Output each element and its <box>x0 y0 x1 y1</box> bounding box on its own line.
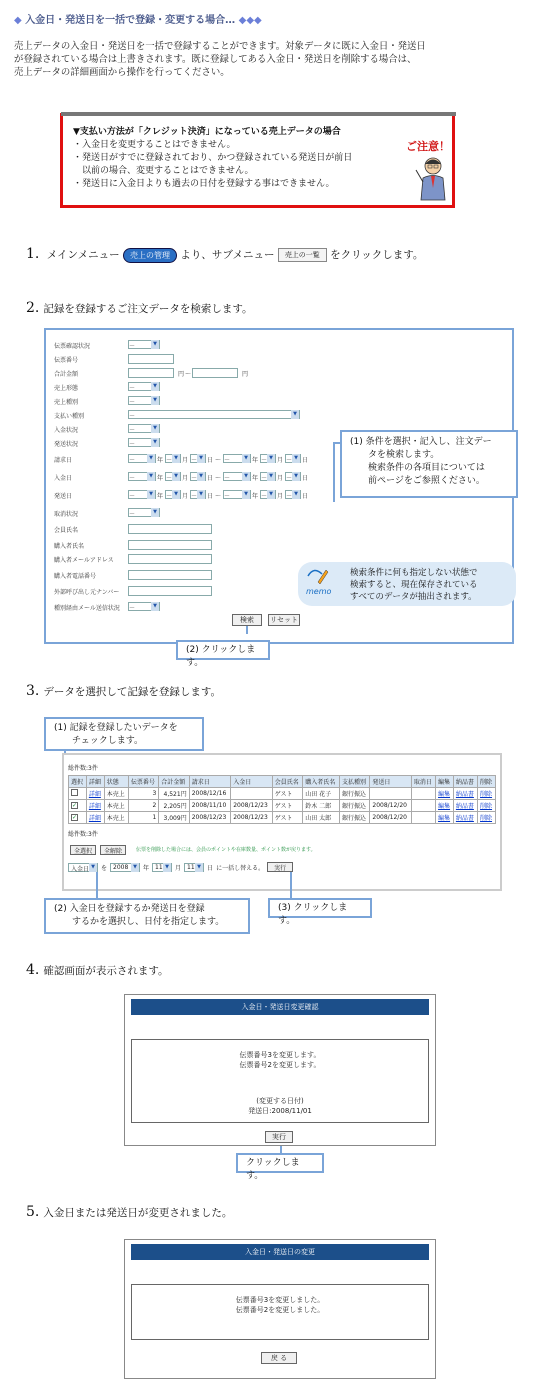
date-type-select[interactable]: 入金日 ▼ <box>68 863 98 872</box>
message-line: 伝票番号3を変更しました。 <box>235 1296 325 1304</box>
date-unit-label: 年 <box>157 475 164 482</box>
cell-detail[interactable]: 詳細 <box>86 800 104 812</box>
change-label: (変更する日付) <box>256 1097 304 1105</box>
callout-line: (1) 条件を選択・記入し、注文デー <box>350 437 492 447</box>
cell-pay: 銀行振込 <box>339 812 369 824</box>
click-execute-callout: (3) クリックします。 <box>268 898 372 918</box>
select-all-button[interactable]: 全選択 <box>70 845 96 855</box>
date-select[interactable]: － ▼ <box>285 454 301 463</box>
cell-paid: 2008/12/23 <box>231 812 273 824</box>
row-checkbox[interactable]: ✓ <box>72 802 78 809</box>
field-input[interactable] <box>128 554 212 564</box>
cell-ship <box>370 788 412 800</box>
select-cell <box>69 788 87 800</box>
column-header: 会員氏名 <box>272 776 302 788</box>
date-select[interactable]: － ▼ <box>223 472 251 481</box>
date-unit-label: 年 <box>252 457 259 464</box>
cell-no: 3 <box>128 788 158 800</box>
column-header: 伝票番号 <box>128 776 158 788</box>
row-checkbox[interactable] <box>71 789 78 796</box>
column-header: 発送日 <box>370 776 412 788</box>
date-select[interactable]: － ▼ <box>128 454 156 463</box>
column-header: 入金日 <box>231 776 273 788</box>
field-label: 取消状況 <box>54 511 79 518</box>
date-unit-label: 年 <box>252 493 259 500</box>
step-text: データを選択して記録を登録します。 <box>43 686 222 698</box>
cell-slip[interactable]: 納品書 <box>453 788 477 800</box>
date-unit-label: 年 <box>252 475 259 482</box>
attention-label: ご注意！ <box>406 140 450 153</box>
date-unit-label: 月 <box>182 493 189 500</box>
total-count: 総件数:3件 <box>68 831 98 838</box>
date-unit-label: 年 <box>157 493 164 500</box>
search-form <box>44 328 514 644</box>
step-text: 入金日または発送日が変更されました。 <box>43 1207 233 1219</box>
date-select[interactable]: － ▼ <box>165 454 181 463</box>
diamond-trail-icon: ◆◆◆ <box>238 15 262 26</box>
field-select[interactable]: － ▼ <box>128 382 160 391</box>
month-select[interactable]: 11 ▼ <box>152 863 172 872</box>
field-label: 売上形態 <box>54 385 79 392</box>
field-select[interactable]: － ▼ <box>128 508 160 517</box>
cell-edit[interactable]: 編集 <box>436 800 454 812</box>
field-input[interactable] <box>128 540 212 550</box>
cell-no: 1 <box>128 812 158 824</box>
confirm-dialog <box>124 994 436 1146</box>
connector <box>246 626 248 634</box>
day-label: 日 <box>207 864 214 872</box>
field-label: 支払い種別 <box>54 413 85 420</box>
sales-management-menu-button[interactable]: 売上の管理 <box>123 248 177 263</box>
cell-edit[interactable]: 編集 <box>436 812 454 824</box>
field-label: 売上種別 <box>54 399 79 406</box>
column-header: 状態 <box>104 776 128 788</box>
callout-line: タを検索します。 <box>350 450 440 460</box>
cell-edit[interactable]: 編集 <box>436 788 454 800</box>
message-line: 伝票番号3を変更します。 <box>239 1051 321 1059</box>
step-text: をクリックします。 <box>330 249 424 261</box>
column-header: 取消日 <box>411 776 435 788</box>
label: に一括し替える。 <box>216 864 265 872</box>
cell-member: ゲスト <box>272 800 302 812</box>
connector <box>290 872 292 898</box>
step-text: メインメニュー <box>46 249 120 261</box>
cell-cancel <box>411 800 435 812</box>
intro-line: が登録されている場合は上書きされます。既に登録してある入金日・発送日を削除する場合は、 <box>14 54 417 65</box>
date-select[interactable]: － ▼ <box>223 490 251 499</box>
pencil-icon <box>304 566 330 586</box>
column-header: 選択 <box>69 776 87 788</box>
field-label: 購入者氏名 <box>54 543 85 550</box>
select-date-callout <box>44 898 250 934</box>
step-3 <box>26 683 221 699</box>
callout-line: チェックします。 <box>54 736 144 746</box>
cell-ship: 2008/12/20 <box>370 800 412 812</box>
tilde-label: ～ <box>215 457 222 464</box>
dialog-title: 入金日・発送日の変更 <box>131 1244 429 1260</box>
confirm-message-box <box>131 1039 429 1123</box>
deselect-all-button[interactable]: 全解除 <box>100 845 126 855</box>
column-header: 支払種別 <box>339 776 369 788</box>
sales-list-panel <box>62 753 502 891</box>
section-heading <box>14 11 262 26</box>
step-text: より、サブメニュー <box>180 249 275 261</box>
row-checkbox[interactable]: ✓ <box>72 814 78 821</box>
day-select[interactable]: 11 ▼ <box>184 863 204 872</box>
back-button[interactable]: 戻 る <box>261 1352 297 1364</box>
table-row <box>69 800 496 812</box>
field-select[interactable]: － ▼ <box>128 410 300 419</box>
date-select[interactable]: － ▼ <box>165 490 181 499</box>
date-unit-label: 月 <box>277 457 284 464</box>
cell-detail[interactable]: 詳細 <box>86 812 104 824</box>
date-select[interactable]: － ▼ <box>190 472 206 481</box>
tilde-label: ～ <box>215 493 222 500</box>
table-header-row <box>69 776 496 788</box>
callout-line: 前ページをご参照ください。 <box>350 476 485 486</box>
column-header: 削除 <box>478 776 496 788</box>
note-text: 伝票を削除した場合には、会員のポイントや在庫数量、ポイント数が戻ります。 <box>136 847 316 853</box>
field-select[interactable]: － ▼ <box>128 424 160 433</box>
memo-note <box>298 562 516 606</box>
cell-del[interactable]: 削除 <box>478 812 496 824</box>
step-text: 確認画面が表示されます。 <box>43 965 169 977</box>
table-row <box>69 788 496 800</box>
step-4 <box>26 962 169 978</box>
field-label: 伝票確認状況 <box>54 343 91 350</box>
message-line: 伝票番号2を変更しました。 <box>235 1306 325 1314</box>
date-unit-label: 月 <box>182 475 189 482</box>
date-unit-label: 日 <box>302 457 309 464</box>
cell-buyer: 山田 花子 <box>303 788 340 800</box>
field-label: 入金状況 <box>54 427 79 434</box>
date-unit-label: 年 <box>157 457 164 464</box>
cell-ship: 2008/12/20 <box>370 812 412 824</box>
field-label: 発送日 <box>54 493 73 500</box>
cell-del[interactable]: 削除 <box>478 800 496 812</box>
diamond-icon: ◆ <box>14 15 22 26</box>
execute-button[interactable]: 実行 <box>267 862 293 872</box>
date-unit-label: 日 <box>207 493 214 500</box>
callout-line: (2) 入金日を登録するか発送日を登録 <box>54 904 205 914</box>
field-label: 種別経由メール送信状況 <box>54 605 120 612</box>
column-header: 編集 <box>436 776 454 788</box>
click-callout: (2) クリックします。 <box>176 640 270 660</box>
step-number: 5. <box>26 1204 40 1220</box>
min-amount-input[interactable] <box>128 368 174 378</box>
sales-list-submenu-button[interactable]: 売上の一覧 <box>278 248 327 262</box>
field-label: 購入者電話番号 <box>54 573 97 580</box>
cell-status: 本売上 <box>104 788 128 800</box>
date-unit-label: 日 <box>302 475 309 482</box>
month-label: 月 <box>175 864 182 872</box>
callout-line: (1) 記録を登録したいデータを <box>54 723 178 733</box>
connector <box>96 872 98 898</box>
field-select[interactable]: － ▼ <box>128 396 160 405</box>
search-instruction-callout <box>340 430 518 498</box>
date-select[interactable]: － ▼ <box>223 454 251 463</box>
field-input[interactable] <box>128 354 174 364</box>
warning-line: ・発送日に入金日よりも過去の日付を登録する事はできません。 <box>73 179 335 189</box>
callout-line: するかを選択し、日付を指定します。 <box>54 917 225 927</box>
column-header: 詳細 <box>86 776 104 788</box>
sales-table <box>68 775 496 824</box>
memo-label: memo <box>306 587 332 596</box>
cell-buyer: 山田 太郎 <box>303 812 340 824</box>
date-unit-label: 日 <box>302 493 309 500</box>
warning-shadow <box>61 112 456 116</box>
date-unit-label: 日 <box>207 457 214 464</box>
date-select[interactable]: － ▼ <box>190 490 206 499</box>
teacher-icon <box>415 154 451 202</box>
tilde-label: ～ <box>185 371 192 378</box>
cell-member: ゲスト <box>272 812 302 824</box>
select-cell <box>69 812 87 824</box>
memo-line: 検索すると、現在保存されている <box>350 580 478 590</box>
cell-amount: 2,205円 <box>159 800 189 812</box>
field-input[interactable] <box>128 586 212 596</box>
intro-line: 売上データの詳細画面から操作を行ってください。 <box>14 67 230 78</box>
date-unit-label: 月 <box>277 475 284 482</box>
column-header: 納品書 <box>453 776 477 788</box>
section-title: 入金日・発送日を一括で登録・変更する場合… <box>25 15 236 26</box>
reset-button[interactable]: リセット <box>268 614 300 626</box>
cell-amount: 4,521円 <box>159 788 189 800</box>
date-change-row <box>68 862 293 872</box>
date-unit-label: 月 <box>182 457 189 464</box>
connector <box>333 442 335 502</box>
click-callout: クリックします。 <box>236 1153 324 1173</box>
yen-label: 円 <box>242 371 249 378</box>
cell-slip[interactable]: 納品書 <box>453 800 477 812</box>
cell-no: 2 <box>128 800 158 812</box>
date-select[interactable]: － ▼ <box>260 472 276 481</box>
date-select[interactable]: － ▼ <box>285 490 301 499</box>
cell-status: 本売上 <box>104 812 128 824</box>
callout-line: 検索条件の各項目については <box>350 463 485 473</box>
result-message-box <box>131 1284 429 1340</box>
cell-bill: 2008/12/16 <box>189 788 231 800</box>
warning-line: ・入金日を変更することはできません。 <box>73 140 236 150</box>
field-label: 請求日 <box>54 457 73 464</box>
field-label: 合計金額 <box>54 371 79 378</box>
cell-pay: 銀行振込 <box>339 788 369 800</box>
field-label: 入金日 <box>54 475 73 482</box>
table-row <box>69 812 496 824</box>
warning-line: ・発送日がすでに登録されており、かつ登録されている発送日が前日 <box>73 153 353 163</box>
cell-bill: 2008/11/10 <box>189 800 231 812</box>
max-amount-input[interactable] <box>192 368 238 378</box>
cell-bill: 2008/12/23 <box>189 812 231 824</box>
warning-line: ▼支払い方法が「クレジット決済」になっている売上データの場合 <box>73 127 341 137</box>
cell-paid <box>231 788 273 800</box>
step-2 <box>26 300 253 316</box>
warning-line: 以前の場合、変更することはできません。 <box>73 166 254 176</box>
step-number: 1. <box>26 246 40 262</box>
message-line: 伝票番号2を変更します。 <box>239 1061 321 1069</box>
cell-slip[interactable]: 納品書 <box>453 812 477 824</box>
step-number: 4. <box>26 962 40 978</box>
select-cell <box>69 800 87 812</box>
field-input[interactable] <box>128 570 212 580</box>
memo-line: 検索条件に何も指定しない状態で <box>350 568 478 578</box>
date-select[interactable]: － ▼ <box>165 472 181 481</box>
label: を <box>101 864 108 872</box>
date-select[interactable]: － ▼ <box>285 472 301 481</box>
warning-box <box>60 113 455 208</box>
field-select[interactable]: － ▼ <box>128 602 160 611</box>
column-header: 合計金額 <box>159 776 189 788</box>
cell-amount: 3,009円 <box>159 812 189 824</box>
warning-text <box>73 126 352 191</box>
column-header: 請求日 <box>189 776 231 788</box>
field-label: 会員氏名 <box>54 527 79 534</box>
field-label: 発送状況 <box>54 441 79 448</box>
step-5 <box>26 1204 232 1220</box>
cell-cancel <box>411 788 435 800</box>
column-header: 購入者氏名 <box>303 776 340 788</box>
intro-line: 売上データの入金日・発送日を一括で登録することができます。対象データに既に入金日・発送日 <box>14 41 426 52</box>
date-select[interactable]: － ▼ <box>260 454 276 463</box>
total-count: 総件数:3件 <box>68 765 98 772</box>
memo-text <box>350 567 478 603</box>
cell-cancel <box>411 812 435 824</box>
date-select[interactable]: － ▼ <box>128 472 156 481</box>
tilde-label: ～ <box>215 475 222 482</box>
step-text: 記録を登録するご注文データを検索します。 <box>43 303 253 315</box>
field-input[interactable] <box>128 524 212 534</box>
cell-buyer: 鈴木 二郎 <box>303 800 340 812</box>
date-select[interactable]: － ▼ <box>260 490 276 499</box>
field-label: 外部呼び出し元ナンバー <box>54 589 120 596</box>
yen-label: 円 <box>178 371 185 378</box>
intro-text <box>14 40 534 79</box>
check-data-callout <box>44 717 204 751</box>
search-button[interactable]: 検索 <box>232 614 262 626</box>
date-unit-label: 月 <box>277 493 284 500</box>
cell-status: 本売上 <box>104 800 128 812</box>
step-number: 3. <box>26 683 40 699</box>
year-select[interactable]: 2008 ▼ <box>110 863 140 872</box>
cell-paid: 2008/12/23 <box>231 800 273 812</box>
step-1 <box>26 246 423 263</box>
cell-detail[interactable]: 詳細 <box>86 788 104 800</box>
date-unit-label: 日 <box>207 475 214 482</box>
field-label: 購入者メールアドレス <box>54 557 114 564</box>
step-number: 2. <box>26 300 40 316</box>
cell-pay: 銀行振込 <box>339 800 369 812</box>
cell-member: ゲスト <box>272 788 302 800</box>
change-value: 発送日:2008/11/01 <box>248 1107 312 1115</box>
year-label: 年 <box>143 864 150 872</box>
execute-button[interactable]: 実行 <box>265 1131 293 1143</box>
field-select[interactable]: － ▼ <box>128 438 160 447</box>
date-select[interactable]: － ▼ <box>128 490 156 499</box>
field-label: 伝票番号 <box>54 357 79 364</box>
cell-del[interactable]: 削除 <box>478 788 496 800</box>
memo-line: すべてのデータが抽出されます。 <box>350 592 477 602</box>
result-dialog <box>124 1239 436 1379</box>
dialog-title: 入金日・発送日変更確認 <box>131 999 429 1015</box>
field-select[interactable]: － ▼ <box>128 340 160 349</box>
date-select[interactable]: － ▼ <box>190 454 206 463</box>
